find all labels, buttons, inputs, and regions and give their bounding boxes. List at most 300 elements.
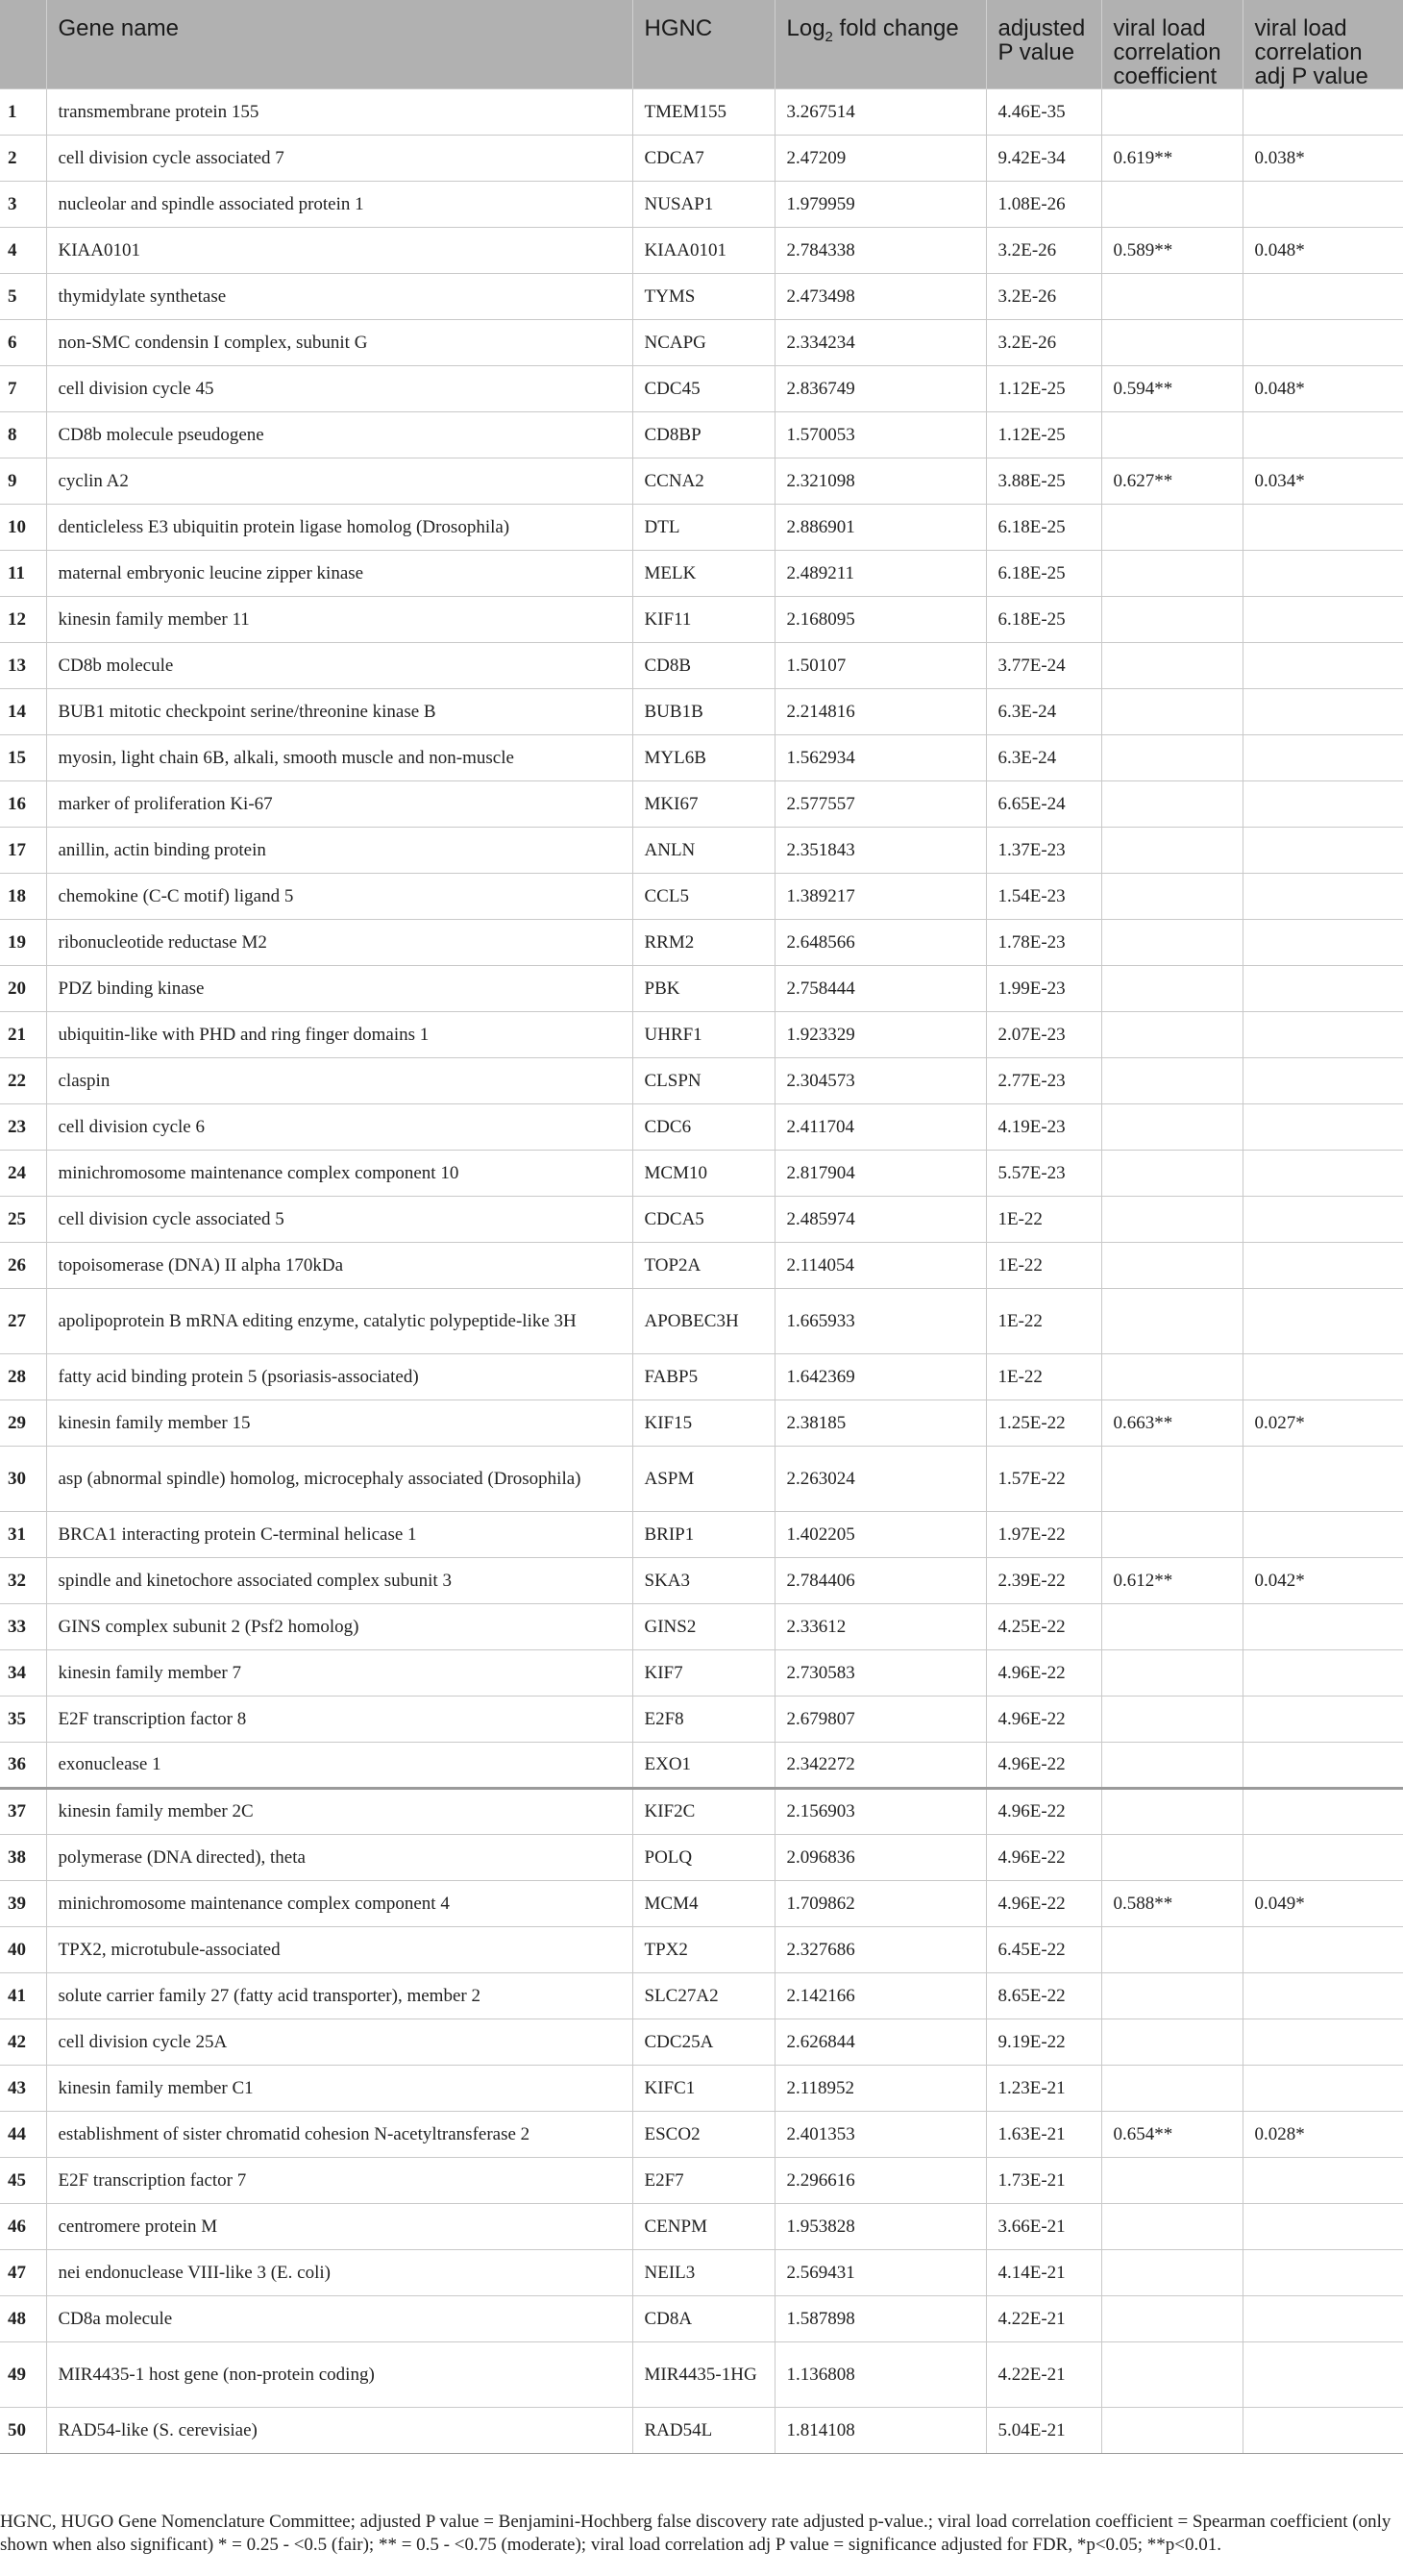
cell-log2-fold-change: 2.168095 [775, 597, 986, 643]
cell-hgnc-symbol: CD8A [632, 2296, 775, 2342]
cell-log2-fold-change: 1.389217 [775, 874, 986, 920]
cell-viral-load-correlation-p: 0.048* [1243, 366, 1403, 412]
cell-adjusted-p-value: 6.18E-25 [986, 551, 1101, 597]
cell-viral-load-correlation [1101, 874, 1243, 920]
cell-log2-fold-change: 1.814108 [775, 2408, 986, 2454]
cell-viral-load-correlation [1101, 1012, 1243, 1058]
cell-adjusted-p-value: 4.25E-22 [986, 1604, 1101, 1650]
cell-hgnc-symbol: CDC25A [632, 2019, 775, 2066]
table-row [0, 689, 1403, 735]
cell-hgnc-symbol: RRM2 [632, 920, 775, 966]
cell-rank: 23 [0, 1104, 46, 1151]
cell-viral-load-correlation-p [1243, 1243, 1403, 1289]
cell-log2-fold-change: 2.118952 [775, 2066, 986, 2112]
cell-hgnc-symbol: ASPM [632, 1447, 775, 1512]
cell-viral-load-correlation-p [1243, 1604, 1403, 1650]
cell-viral-load-correlation-p [1243, 828, 1403, 874]
cell-rank: 17 [0, 828, 46, 874]
cell-adjusted-p-value: 6.65E-24 [986, 781, 1101, 828]
cell-gene-name: kinesin family member 7 [46, 1650, 632, 1697]
header-viral-load-correlation-p: viral load correlation adj P value [1243, 0, 1403, 89]
cell-viral-load-correlation-p [1243, 966, 1403, 1012]
cell-log2-fold-change: 2.334234 [775, 320, 986, 366]
cell-viral-load-correlation: 0.619** [1101, 136, 1243, 182]
cell-viral-load-correlation-p [1243, 1512, 1403, 1558]
cell-rank: 21 [0, 1012, 46, 1058]
header-log2-suffix: fold change [832, 15, 959, 41]
cell-gene-name: ribonucleotide reductase M2 [46, 920, 632, 966]
cell-gene-name: minichromosome maintenance complex component 10 [46, 1151, 632, 1197]
cell-log2-fold-change: 2.342272 [775, 1743, 986, 1789]
cell-viral-load-correlation-p: 0.034* [1243, 458, 1403, 505]
cell-viral-load-correlation [1101, 1604, 1243, 1650]
cell-hgnc-symbol: TPX2 [632, 1927, 775, 1973]
cell-viral-load-correlation-p [1243, 689, 1403, 735]
cell-gene-name: claspin [46, 1058, 632, 1104]
table-row [0, 2342, 1403, 2408]
cell-viral-load-correlation [1101, 735, 1243, 781]
cell-viral-load-correlation [1101, 412, 1243, 458]
cell-log2-fold-change: 2.648566 [775, 920, 986, 966]
cell-gene-name: cell division cycle associated 7 [46, 136, 632, 182]
cell-hgnc-symbol: NCAPG [632, 320, 775, 366]
cell-viral-load-correlation-p [1243, 1289, 1403, 1354]
cell-viral-load-correlation-p [1243, 1650, 1403, 1697]
cell-rank: 6 [0, 320, 46, 366]
cell-viral-load-correlation [1101, 2250, 1243, 2296]
cell-hgnc-symbol: CCL5 [632, 874, 775, 920]
table-row [0, 1354, 1403, 1400]
header-log2-subscript: 2 [825, 28, 833, 45]
cell-adjusted-p-value: 4.14E-21 [986, 2250, 1101, 2296]
cell-viral-load-correlation [1101, 505, 1243, 551]
cell-log2-fold-change: 2.836749 [775, 366, 986, 412]
cell-adjusted-p-value: 6.18E-25 [986, 597, 1101, 643]
table-row [0, 1604, 1403, 1650]
cell-hgnc-symbol: E2F7 [632, 2158, 775, 2204]
cell-rank: 38 [0, 1835, 46, 1881]
cell-log2-fold-change: 2.679807 [775, 1697, 986, 1743]
cell-gene-name: kinesin family member C1 [46, 2066, 632, 2112]
cell-adjusted-p-value: 2.39E-22 [986, 1558, 1101, 1604]
cell-viral-load-correlation-p [1243, 1697, 1403, 1743]
cell-rank: 4 [0, 228, 46, 274]
cell-rank: 45 [0, 2158, 46, 2204]
cell-hgnc-symbol: KIF15 [632, 1400, 775, 1447]
cell-log2-fold-change: 1.665933 [775, 1289, 986, 1354]
cell-viral-load-correlation-p [1243, 643, 1403, 689]
cell-viral-load-correlation-p [1243, 1151, 1403, 1197]
cell-adjusted-p-value: 4.96E-22 [986, 1881, 1101, 1927]
cell-hgnc-symbol: TMEM155 [632, 89, 775, 136]
table-row [0, 1650, 1403, 1697]
cell-adjusted-p-value: 1E-22 [986, 1354, 1101, 1400]
cell-hgnc-symbol: APOBEC3H [632, 1289, 775, 1354]
cell-log2-fold-change: 2.114054 [775, 1243, 986, 1289]
cell-log2-fold-change: 1.136808 [775, 2342, 986, 2408]
cell-rank: 48 [0, 2296, 46, 2342]
cell-gene-name: cell division cycle 25A [46, 2019, 632, 2066]
table-row [0, 1104, 1403, 1151]
cell-adjusted-p-value: 1.97E-22 [986, 1512, 1101, 1558]
cell-viral-load-correlation [1101, 1151, 1243, 1197]
cell-viral-load-correlation [1101, 920, 1243, 966]
cell-hgnc-symbol: KIFC1 [632, 2066, 775, 2112]
cell-hgnc-symbol: KIAA0101 [632, 228, 775, 274]
cell-log2-fold-change: 2.784406 [775, 1558, 986, 1604]
cell-viral-load-correlation-p [1243, 1012, 1403, 1058]
cell-gene-name: maternal embryonic leucine zipper kinase [46, 551, 632, 597]
cell-viral-load-correlation [1101, 2408, 1243, 2454]
cell-gene-name: topoisomerase (DNA) II alpha 170kDa [46, 1243, 632, 1289]
cell-log2-fold-change: 1.709862 [775, 1881, 986, 1927]
cell-viral-load-correlation: 0.663** [1101, 1400, 1243, 1447]
cell-rank: 15 [0, 735, 46, 781]
table-row [0, 2408, 1403, 2454]
cell-viral-load-correlation [1101, 320, 1243, 366]
cell-adjusted-p-value: 3.2E-26 [986, 274, 1101, 320]
table-row [0, 1558, 1403, 1604]
cell-hgnc-symbol: KIF7 [632, 1650, 775, 1697]
cell-gene-name: cell division cycle 6 [46, 1104, 632, 1151]
cell-gene-name: RAD54-like (S. cerevisiae) [46, 2408, 632, 2454]
table-row [0, 1058, 1403, 1104]
cell-hgnc-symbol: TYMS [632, 274, 775, 320]
cell-viral-load-correlation [1101, 1927, 1243, 1973]
cell-rank: 9 [0, 458, 46, 505]
cell-adjusted-p-value: 1.23E-21 [986, 2066, 1101, 2112]
cell-log2-fold-change: 2.214816 [775, 689, 986, 735]
header-log2-fold-change [775, 0, 986, 89]
cell-viral-load-correlation-p [1243, 1104, 1403, 1151]
cell-hgnc-symbol: CDC6 [632, 1104, 775, 1151]
table-row [0, 458, 1403, 505]
table-row [0, 1197, 1403, 1243]
cell-adjusted-p-value: 1.63E-21 [986, 2112, 1101, 2158]
cell-log2-fold-change: 2.38185 [775, 1400, 986, 1447]
table-row [0, 136, 1403, 182]
table-row [0, 781, 1403, 828]
cell-log2-fold-change: 2.577557 [775, 781, 986, 828]
cell-adjusted-p-value: 4.22E-21 [986, 2342, 1101, 2408]
cell-viral-load-correlation-p [1243, 920, 1403, 966]
cell-log2-fold-change: 2.351843 [775, 828, 986, 874]
cell-viral-load-correlation-p [1243, 2204, 1403, 2250]
cell-viral-load-correlation-p [1243, 412, 1403, 458]
cell-gene-name: cell division cycle associated 5 [46, 1197, 632, 1243]
cell-adjusted-p-value: 1E-22 [986, 1197, 1101, 1243]
cell-viral-load-correlation [1101, 597, 1243, 643]
cell-adjusted-p-value: 5.04E-21 [986, 2408, 1101, 2454]
cell-adjusted-p-value: 3.2E-26 [986, 228, 1101, 274]
cell-viral-load-correlation-p [1243, 1789, 1403, 1835]
cell-viral-load-correlation [1101, 2204, 1243, 2250]
cell-log2-fold-change: 1.923329 [775, 1012, 986, 1058]
cell-viral-load-correlation: 0.588** [1101, 1881, 1243, 1927]
cell-gene-name: establishment of sister chromatid cohesion N-acetyltransferase 2 [46, 2112, 632, 2158]
cell-log2-fold-change: 2.569431 [775, 2250, 986, 2296]
cell-hgnc-symbol: KIF2C [632, 1789, 775, 1835]
cell-viral-load-correlation [1101, 2342, 1243, 2408]
table-row [0, 182, 1403, 228]
cell-viral-load-correlation-p [1243, 1197, 1403, 1243]
cell-viral-load-correlation-p [1243, 1973, 1403, 2019]
cell-adjusted-p-value: 1.25E-22 [986, 1400, 1101, 1447]
cell-viral-load-correlation [1101, 182, 1243, 228]
cell-rank: 31 [0, 1512, 46, 1558]
cell-adjusted-p-value: 6.18E-25 [986, 505, 1101, 551]
cell-viral-load-correlation [1101, 1697, 1243, 1743]
cell-gene-name: cyclin A2 [46, 458, 632, 505]
cell-viral-load-correlation [1101, 1197, 1243, 1243]
cell-hgnc-symbol: UHRF1 [632, 1012, 775, 1058]
cell-viral-load-correlation: 0.654** [1101, 2112, 1243, 2158]
cell-log2-fold-change: 2.485974 [775, 1197, 986, 1243]
cell-gene-name: anillin, actin binding protein [46, 828, 632, 874]
table-row [0, 920, 1403, 966]
cell-rank: 33 [0, 1604, 46, 1650]
cell-log2-fold-change: 3.267514 [775, 89, 986, 136]
cell-viral-load-correlation [1101, 2296, 1243, 2342]
cell-gene-name: denticleless E3 ubiquitin protein ligase homolog (Drosophila) [46, 505, 632, 551]
cell-hgnc-symbol: BUB1B [632, 689, 775, 735]
cell-gene-name: myosin, light chain 6B, alkali, smooth muscle and non-muscle [46, 735, 632, 781]
table-row [0, 2204, 1403, 2250]
cell-adjusted-p-value: 6.3E-24 [986, 689, 1101, 735]
cell-viral-load-correlation-p [1243, 2408, 1403, 2454]
cell-hgnc-symbol: SKA3 [632, 1558, 775, 1604]
cell-viral-load-correlation-p: 0.049* [1243, 1881, 1403, 1927]
cell-gene-name: nucleolar and spindle associated protein 1 [46, 182, 632, 228]
cell-viral-load-correlation-p [1243, 874, 1403, 920]
cell-viral-load-correlation-p [1243, 597, 1403, 643]
cell-viral-load-correlation [1101, 689, 1243, 735]
cell-viral-load-correlation-p [1243, 2019, 1403, 2066]
cell-gene-name: BRCA1 interacting protein C-terminal helicase 1 [46, 1512, 632, 1558]
cell-gene-name: thymidylate synthetase [46, 274, 632, 320]
cell-rank: 43 [0, 2066, 46, 2112]
cell-hgnc-symbol: CDC45 [632, 366, 775, 412]
header-number [0, 0, 46, 89]
table-row [0, 2296, 1403, 2342]
cell-log2-fold-change: 1.642369 [775, 1354, 986, 1400]
cell-rank: 8 [0, 412, 46, 458]
table-row [0, 828, 1403, 874]
cell-adjusted-p-value: 4.22E-21 [986, 2296, 1101, 2342]
cell-viral-load-correlation-p [1243, 2066, 1403, 2112]
cell-viral-load-correlation-p [1243, 1743, 1403, 1789]
table-row [0, 2112, 1403, 2158]
cell-rank: 25 [0, 1197, 46, 1243]
cell-adjusted-p-value: 4.96E-22 [986, 1697, 1101, 1743]
cell-rank: 10 [0, 505, 46, 551]
cell-hgnc-symbol: BRIP1 [632, 1512, 775, 1558]
cell-rank: 40 [0, 1927, 46, 1973]
cell-rank: 5 [0, 274, 46, 320]
cell-viral-load-correlation [1101, 781, 1243, 828]
cell-gene-name: E2F transcription factor 7 [46, 2158, 632, 2204]
table-row [0, 1927, 1403, 1973]
cell-viral-load-correlation [1101, 89, 1243, 136]
table-row [0, 320, 1403, 366]
cell-gene-name: chemokine (C-C motif) ligand 5 [46, 874, 632, 920]
cell-hgnc-symbol: PBK [632, 966, 775, 1012]
table-row [0, 735, 1403, 781]
cell-gene-name: PDZ binding kinase [46, 966, 632, 1012]
table-header [0, 0, 1403, 89]
cell-viral-load-correlation [1101, 1973, 1243, 2019]
cell-adjusted-p-value: 2.77E-23 [986, 1058, 1101, 1104]
cell-adjusted-p-value: 4.19E-23 [986, 1104, 1101, 1151]
cell-log2-fold-change: 2.411704 [775, 1104, 986, 1151]
table-row [0, 551, 1403, 597]
cell-log2-fold-change: 2.263024 [775, 1447, 986, 1512]
table-row [0, 505, 1403, 551]
cell-hgnc-symbol: SLC27A2 [632, 1973, 775, 2019]
cell-viral-load-correlation-p [1243, 1354, 1403, 1400]
cell-viral-load-correlation [1101, 1243, 1243, 1289]
cell-viral-load-correlation [1101, 551, 1243, 597]
cell-rank: 20 [0, 966, 46, 1012]
cell-adjusted-p-value: 2.07E-23 [986, 1012, 1101, 1058]
cell-log2-fold-change: 2.730583 [775, 1650, 986, 1697]
cell-gene-name: transmembrane protein 155 [46, 89, 632, 136]
cell-log2-fold-change: 2.489211 [775, 551, 986, 597]
cell-adjusted-p-value: 9.19E-22 [986, 2019, 1101, 2066]
cell-log2-fold-change: 1.979959 [775, 182, 986, 228]
cell-viral-load-correlation-p: 0.048* [1243, 228, 1403, 274]
cell-gene-name: nei endonuclease VIII-like 3 (E. coli) [46, 2250, 632, 2296]
cell-hgnc-symbol: CENPM [632, 2204, 775, 2250]
cell-gene-name: asp (abnormal spindle) homolog, microcephaly associated (Drosophila) [46, 1447, 632, 1512]
cell-hgnc-symbol: MCM10 [632, 1151, 775, 1197]
table-row [0, 1289, 1403, 1354]
cell-adjusted-p-value: 1.08E-26 [986, 182, 1101, 228]
cell-gene-name: apolipoprotein B mRNA editing enzyme, catalytic polypeptide-like 3H [46, 1289, 632, 1354]
cell-log2-fold-change: 2.626844 [775, 2019, 986, 2066]
cell-hgnc-symbol: ESCO2 [632, 2112, 775, 2158]
cell-rank: 19 [0, 920, 46, 966]
cell-rank: 1 [0, 89, 46, 136]
cell-hgnc-symbol: CLSPN [632, 1058, 775, 1104]
cell-hgnc-symbol: MYL6B [632, 735, 775, 781]
cell-adjusted-p-value: 1E-22 [986, 1289, 1101, 1354]
cell-viral-load-correlation-p: 0.028* [1243, 2112, 1403, 2158]
cell-rank: 29 [0, 1400, 46, 1447]
cell-log2-fold-change: 2.784338 [775, 228, 986, 274]
cell-viral-load-correlation [1101, 1743, 1243, 1789]
cell-gene-name: spindle and kinetochore associated complex subunit 3 [46, 1558, 632, 1604]
cell-rank: 24 [0, 1151, 46, 1197]
cell-hgnc-symbol: TOP2A [632, 1243, 775, 1289]
cell-log2-fold-change: 1.587898 [775, 2296, 986, 2342]
cell-rank: 47 [0, 2250, 46, 2296]
cell-gene-name: CD8a molecule [46, 2296, 632, 2342]
cell-log2-fold-change: 2.327686 [775, 1927, 986, 1973]
cell-adjusted-p-value: 1.57E-22 [986, 1447, 1101, 1512]
cell-hgnc-symbol: MELK [632, 551, 775, 597]
cell-hgnc-symbol: CCNA2 [632, 458, 775, 505]
table-row [0, 643, 1403, 689]
header-row [0, 0, 1403, 89]
cell-rank: 34 [0, 1650, 46, 1697]
cell-log2-fold-change: 1.562934 [775, 735, 986, 781]
table-row [0, 1512, 1403, 1558]
cell-viral-load-correlation: 0.627** [1101, 458, 1243, 505]
cell-gene-name: centromere protein M [46, 2204, 632, 2250]
cell-rank: 49 [0, 2342, 46, 2408]
cell-rank: 50 [0, 2408, 46, 2454]
cell-hgnc-symbol: CD8B [632, 643, 775, 689]
table-row [0, 1835, 1403, 1881]
cell-gene-name: marker of proliferation Ki-67 [46, 781, 632, 828]
table-row [0, 274, 1403, 320]
cell-viral-load-correlation-p [1243, 89, 1403, 136]
cell-rank: 46 [0, 2204, 46, 2250]
table-row [0, 412, 1403, 458]
table-row [0, 1447, 1403, 1512]
cell-viral-load-correlation [1101, 1354, 1243, 1400]
cell-hgnc-symbol: CDCA5 [632, 1197, 775, 1243]
cell-log2-fold-change: 2.096836 [775, 1835, 986, 1881]
cell-hgnc-symbol: FABP5 [632, 1354, 775, 1400]
cell-log2-fold-change: 1.570053 [775, 412, 986, 458]
cell-hgnc-symbol: CD8BP [632, 412, 775, 458]
cell-adjusted-p-value: 9.42E-34 [986, 136, 1101, 182]
cell-rank: 3 [0, 182, 46, 228]
table-row [0, 2066, 1403, 2112]
cell-hgnc-symbol: CDCA7 [632, 136, 775, 182]
table-row [0, 366, 1403, 412]
table-row [0, 597, 1403, 643]
cell-viral-load-correlation-p: 0.042* [1243, 1558, 1403, 1604]
cell-rank: 28 [0, 1354, 46, 1400]
cell-rank: 30 [0, 1447, 46, 1512]
table-row [0, 2019, 1403, 2066]
cell-adjusted-p-value: 3.2E-26 [986, 320, 1101, 366]
cell-log2-fold-change: 2.47209 [775, 136, 986, 182]
cell-log2-fold-change: 2.473498 [775, 274, 986, 320]
cell-viral-load-correlation [1101, 2019, 1243, 2066]
header-hgnc: HGNC [632, 0, 775, 89]
cell-gene-name: CD8b molecule pseudogene [46, 412, 632, 458]
cell-adjusted-p-value: 1.12E-25 [986, 412, 1101, 458]
cell-log2-fold-change: 2.817904 [775, 1151, 986, 1197]
table-row [0, 1697, 1403, 1743]
header-gene-name: Gene name [46, 0, 632, 89]
cell-adjusted-p-value: 4.96E-22 [986, 1743, 1101, 1789]
cell-adjusted-p-value: 1.37E-23 [986, 828, 1101, 874]
table-row [0, 1881, 1403, 1927]
cell-adjusted-p-value: 1E-22 [986, 1243, 1101, 1289]
cell-hgnc-symbol: NEIL3 [632, 2250, 775, 2296]
cell-hgnc-symbol: POLQ [632, 1835, 775, 1881]
cell-viral-load-correlation [1101, 274, 1243, 320]
cell-viral-load-correlation-p [1243, 781, 1403, 828]
cell-adjusted-p-value: 5.57E-23 [986, 1151, 1101, 1197]
cell-gene-name: MIR4435-1 host gene (non-protein coding) [46, 2342, 632, 2408]
cell-viral-load-correlation-p [1243, 320, 1403, 366]
cell-rank: 44 [0, 2112, 46, 2158]
cell-viral-load-correlation-p [1243, 2250, 1403, 2296]
cell-gene-name: kinesin family member 11 [46, 597, 632, 643]
table-row [0, 966, 1403, 1012]
cell-adjusted-p-value: 1.99E-23 [986, 966, 1101, 1012]
cell-gene-name: E2F transcription factor 8 [46, 1697, 632, 1743]
cell-viral-load-correlation-p [1243, 2158, 1403, 2204]
table-row [0, 1151, 1403, 1197]
cell-adjusted-p-value: 3.88E-25 [986, 458, 1101, 505]
